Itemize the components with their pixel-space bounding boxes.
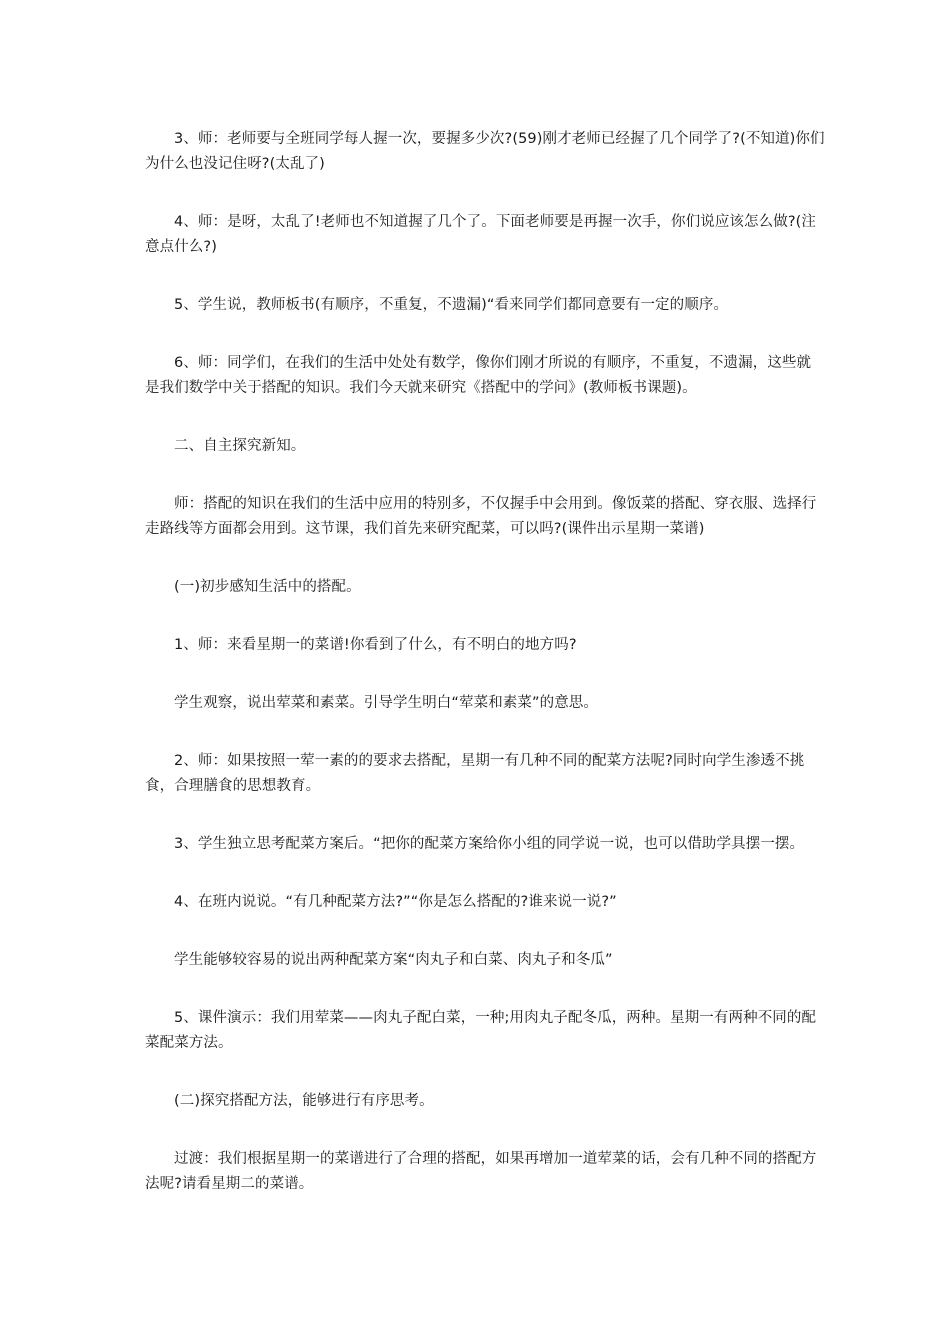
document-body: [145, 127, 825, 1230]
paragraph-10: 2、师：如果按照一荤一素的的要求去搭配，星期一有几种不同的配菜方法呢?同时向学生渗透不挑食，合理膳食的思想教育。: [145, 753, 805, 794]
paragraph-12: 4、在班内说说。“有几种配菜方法?”“你是怎么搭配的?谁来说一说?”: [174, 894, 617, 910]
paragraph-2: 4、师：是呀，太乱了!老师也不知道握了几个了。下面老师要是再握一次手，你们说应该怎么做?(注意点什么?): [145, 214, 816, 255]
paragraph-13: 学生能够较容易的说出两种配菜方案“肉丸子和白菜、肉丸子和冬瓜”: [174, 952, 613, 968]
paragraph-14: 5、课件演示：我们用荤菜——肉丸子配白菜，一种;用肉丸子配冬瓜，两种。星期一有两种不同的配菜配菜方法。: [145, 1010, 817, 1051]
paragraph-4: 6、师：同学们，在我们的生活中处处有数学，像你们刚才所说的有顺序，不重复，不遗漏，这些就是我们数学中关于搭配的知识。我们今天就来研究《搭配中的学问》(教师板书课题)。: [145, 355, 812, 396]
paragraph-9: 学生观察，说出荤菜和素菜。引导学生明白“荤菜和素菜”的意思。: [174, 695, 599, 711]
paragraph-11: 3、学生独立思考配菜方案后。“把你的配菜方案给你小组的同学说一说，也可以借助学具摆一摆。: [174, 836, 805, 852]
subsection-heading-2: (二)探究搭配方法，能够进行有序思考。: [174, 1093, 434, 1109]
paragraph-8: 1、师：来看星期一的菜谱!你看到了什么，有不明白的地方吗?: [174, 637, 577, 653]
paragraph-16: 过渡：我们根据星期一的菜谱进行了合理的搭配，如果再增加一道荤菜的话，会有几种不同的搭配方法呢?请看星期二的菜谱。: [145, 1151, 817, 1192]
paragraph-1: 3、师：老师要与全班同学每人握一次，要握多少次?(59)刚才老师已经握了几个同学了?(不知道)你们为什么也没记住呀?(太乱了): [145, 131, 825, 172]
paragraph-6: 师：搭配的知识在我们的生活中应用的特别多，不仅握手中会用到。像饭菜的搭配、穿衣服、选择行走路线等方面都会用到。这节课，我们首先来研究配菜，可以吗?(课件出示星期一菜谱): [145, 496, 817, 537]
paragraph-3: 5、学生说，教师板书(有顺序，不重复，不遗漏)“看来同学们都同意要有一定的顺序。: [174, 297, 729, 313]
subsection-heading-1: (一)初步感知生活中的搭配。: [174, 579, 361, 595]
section-heading-2: 二、自主探究新知。: [174, 438, 306, 454]
